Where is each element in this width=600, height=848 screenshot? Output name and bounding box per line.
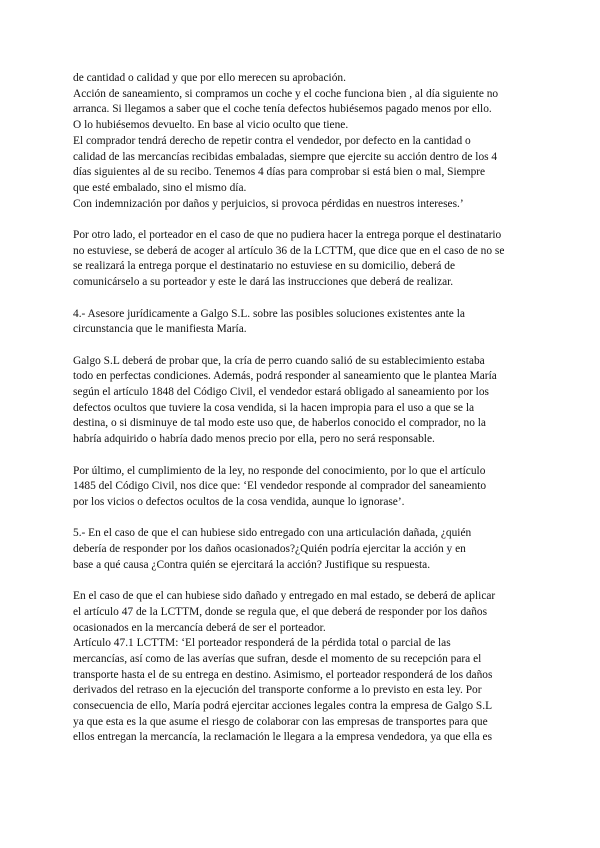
text-line: O lo hubiésemos devuelto. En base al vicio oculto que tiene.: [73, 119, 349, 132]
paragraph: [73, 589, 560, 746]
text-line: comunicárselo a su porteador y este le dará las instrucciones que deberá de realizar.: [73, 276, 454, 289]
text-line: En el caso de que el can hubiese sido dañado y entregado en mal estado, se deberá de aplicar: [73, 590, 496, 603]
text-line: según el artículo 1848 del Código Civil, el vendedor estará obligado al saneamiento por los: [73, 386, 489, 399]
text-line: derivados del retraso en la ejecución del transporte conforme a lo previsto en esta ley. Por: [73, 684, 482, 697]
paragraph: [73, 307, 560, 338]
text-line: transporte hasta el de su entrega en destino. Asimismo, el porteador responderá de los daños: [73, 668, 493, 681]
text-line: mercancías, así como de las averías que sufran, desde el momento de su recepción para el: [73, 652, 482, 665]
text-line: ellos entregan la mercancía, la reclamación le llegara a la empresa vendedora, ya que ella es: [73, 731, 493, 744]
text-line: circunstancia que le manifiesta María.: [73, 323, 247, 336]
text-line: Acción de saneamiento, si compramos un coche y el coche funciona bien , al día siguiente no: [73, 87, 499, 100]
text-line: calidad de las mercancías recibidas embaladas, siempre que ejercite su acción dentro de los 4: [73, 150, 498, 163]
text-line: Artículo 47.1 LCTTM: ‘El porteador responderá de la pérdida total o parcial de las: [73, 637, 451, 650]
paragraph: [73, 228, 560, 291]
text-line: que esté embalado, sino el mismo día.: [73, 181, 247, 194]
text-line: debería de responder por los daños ocasionados?¿Quién podría ejercitar la acción y en: [73, 543, 466, 556]
text-line: 1485 del Código Civil, nos dice que: ‘El vendedor responde al comprador del saneamiento: [73, 480, 487, 493]
text-line: base a qué causa ¿Contra quién se ejercitará la acción? Justifique su respuesta.: [73, 558, 431, 571]
text-line: todo en perfectas condiciones. Además, podrá responder al saneamiento que le plantea María: [73, 370, 497, 383]
text-line: ocasionados en la mercancía deberá de ser el porteador.: [73, 621, 326, 634]
text-line: ya que esta es la que asume el riesgo de colaborar con las empresas de transportes para que: [73, 715, 488, 728]
text-line: Por otro lado, el porteador en el caso de que no pudiera hacer la entrega porque el destinatario: [73, 229, 502, 242]
text-line: de cantidad o calidad y que por ello merecen su aprobación.: [73, 72, 346, 84]
text-line: no estuviese, se deberá de acoger al artículo 36 de la LCTTM, que dice que en el caso de no se: [73, 244, 505, 257]
text-line: días siguientes al de su recibo. Tenemos 4 días para comprobar si está bien o mal, Siempre: [73, 166, 486, 179]
text-line: El comprador tendrá derecho de repetir contra el vendedor, por defecto en la cantidad o: [73, 134, 471, 147]
paragraph: [73, 354, 560, 448]
paragraph: [73, 526, 560, 573]
text-line: por los vicios o defectos ocultos de la cosa vendida, aunque lo ignorase’.: [73, 495, 405, 508]
text-line: arranca. Si llegamos a saber que el coche tenía defectos hubiésemos pagado menos por ello.: [73, 103, 492, 116]
paragraph: [73, 71, 560, 212]
text-line: se realizará la entrega porque el destinatario no estuviese en su domicilio, deberá de: [73, 260, 456, 273]
text-line: habría adquirido o habría dado menos precio por ella, pero no será responsable.: [73, 433, 435, 446]
text-line: destina, o si disminuye de tal modo este uso que, de haberlos conocido el comprador, no la: [73, 417, 486, 430]
text-line: defectos ocultos que tuviere la cosa vendida, si la hacen impropia para el uso a que se la: [73, 401, 475, 414]
text-line: el artículo 47 de la LCTTM, donde se regula que, el que deberá de responder por los daños: [73, 605, 488, 618]
text-line: Con indemnización por daños y perjuicios, si provoca pérdidas en nuestros intereses.’: [73, 197, 464, 210]
text-line: Galgo S.L deberá de probar que, la cría de perro cuando salió de su establecimiento estaba: [73, 354, 485, 367]
text-line: consecuencia de ello, María podrá ejercitar acciones legales contra la empresa de Galgo S.L: [73, 700, 493, 713]
text-line: 4.- Asesore jurídicamente a Galgo S.L. sobre las posibles soluciones existentes ante la: [73, 307, 465, 320]
text-line: 5.- En el caso de que el can hubiese sido entregado con una articulación dañada, ¿quién: [73, 527, 472, 540]
document-body: [73, 71, 560, 746]
paragraph: [73, 464, 560, 511]
text-line: Por último, el cumplimiento de la ley, no responde del conocimiento, por lo que el artículo: [73, 464, 486, 477]
